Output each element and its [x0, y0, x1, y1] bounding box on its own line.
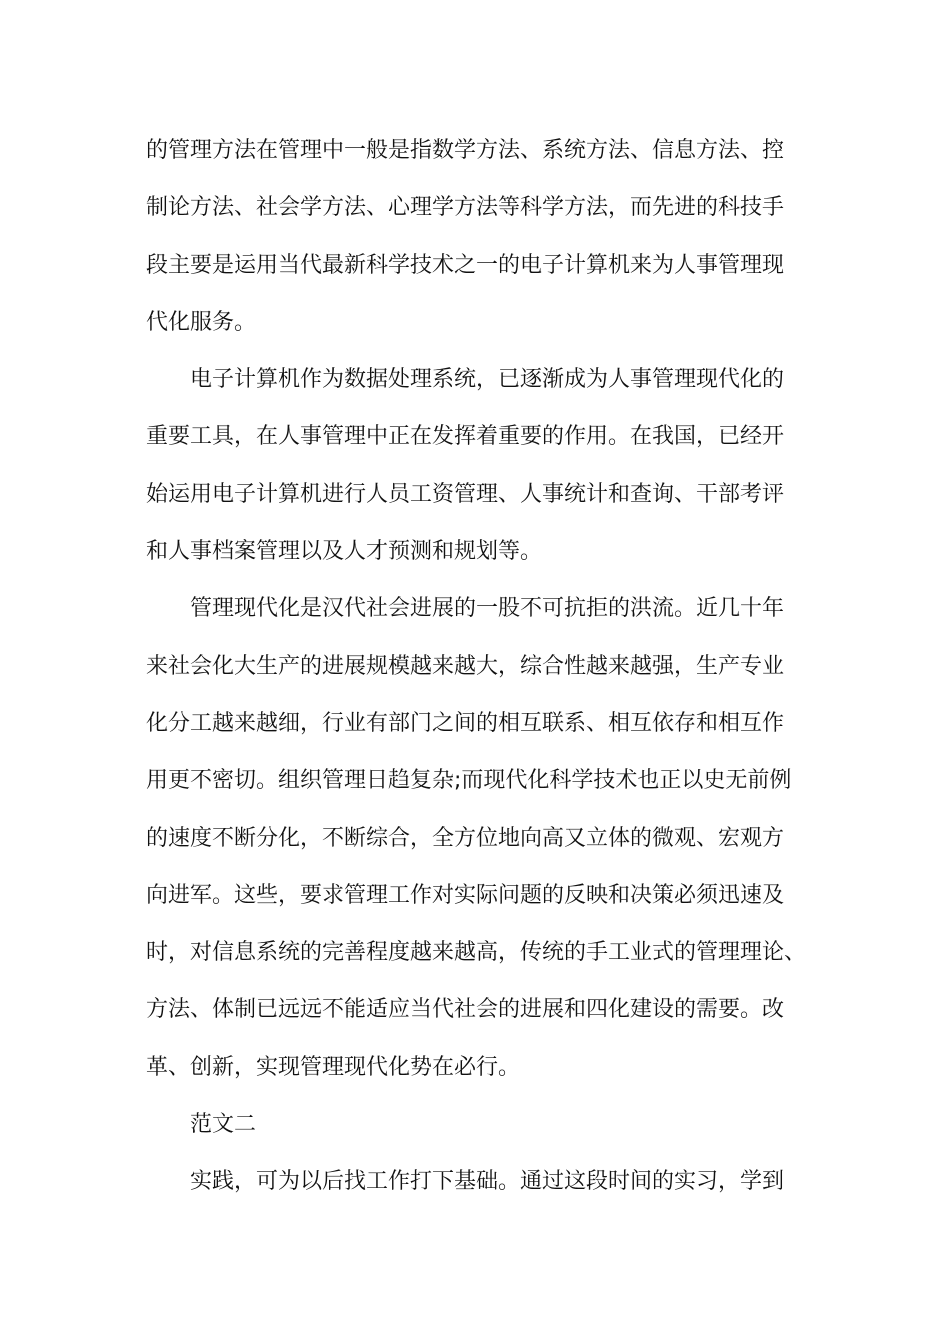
- body-text: [146, 129, 826, 1218]
- text-line: 代化服务。: [146, 309, 257, 335]
- text-line: 重要工具，在人事管理中正在发挥着重要的作用。在我国，已经开: [146, 424, 785, 450]
- paragraph-first-line: 实践，可为以后找工作打下基础。通过这段时间的实习，学到: [190, 1169, 785, 1195]
- text-line: 制论方法、社会学方法、心理学方法等科学方法，而先进的科技手: [146, 195, 785, 221]
- paragraph-first-line: 管理现代化是汉代社会进展的一股不可抗拒的洪流。近几十年: [190, 596, 785, 622]
- text-line: 时，对信息系统的完善程度越来越高，传统的手工业式的管理理论、: [146, 940, 807, 966]
- text-line: 段主要是运用当代最新科学技术之一的电子计算机来为人事管理现: [146, 252, 785, 278]
- text-line: 来社会化大生产的进展规模越来越大，综合性越来越强，生产专业: [146, 653, 785, 679]
- text-line: 的速度不断分化，不断综合，全方位地向高又立体的微观、宏观方: [146, 825, 785, 851]
- paragraph-first-line: 电子计算机作为数据处理系统，已逐渐成为人事管理现代化的: [190, 367, 785, 393]
- text-line: 和人事档案管理以及人才预测和规划等。: [146, 539, 543, 565]
- text-line: 始运用电子计算机进行人员工资管理、人事统计和查询、干部考评: [146, 481, 785, 507]
- text-line: 用更不密切。组织管理日趋复杂;而现代化科学技术也正以史无前例: [146, 768, 792, 794]
- text-line: 化分工越来越细，行业有部门之间的相互联系、相互依存和相互作: [146, 710, 785, 736]
- section-heading: 范文二: [190, 1112, 257, 1138]
- text-line: 方法、体制已远远不能适应当代社会的进展和四化建设的需要。改: [146, 997, 785, 1023]
- text-line: 向进军。这些，要求管理工作对实际问题的反映和决策必须迅速及: [146, 882, 785, 908]
- text-line: 的管理方法在管理中一般是指数学方法、系统方法、信息方法、控: [146, 138, 785, 163]
- text-line: 革、创新，实现管理现代化势在必行。: [146, 1054, 521, 1080]
